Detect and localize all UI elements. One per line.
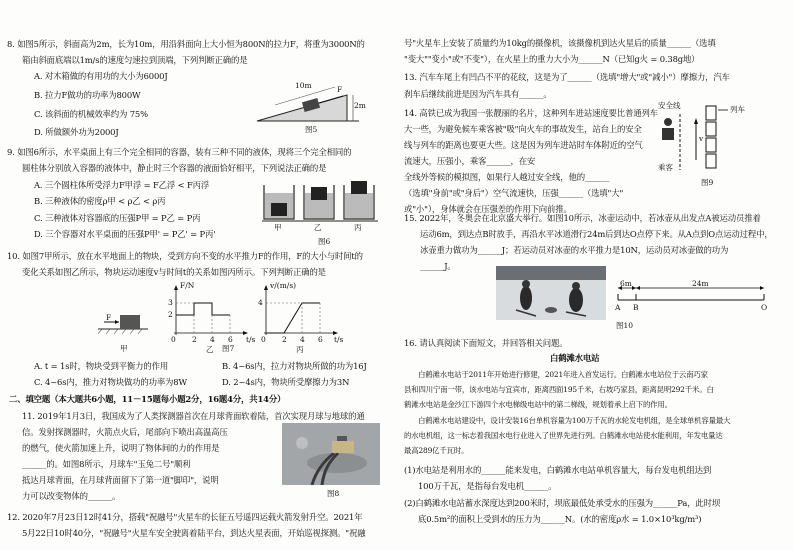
q15-line-3: 冰壶重力做功为______J；若运动员对冰壶的水平推力是10N，运动员对冰壶做的功为 xyxy=(420,245,729,255)
q8-option-d: D. 所做额外功为2000J xyxy=(34,127,119,137)
q12-line-2: 5月22日10时40分，"祝融号"火星车安全驶离着陆平台，到达火星表面，开始巡视探测。"祝融 xyxy=(22,528,366,538)
q10-stem-1: 10. 如图7甲所示，放在水平地面上的物块，受到方向不变的水平推力F的作用，F的大小与时间t的 xyxy=(7,251,363,261)
curling-photo-drawing xyxy=(496,266,606,320)
figure-9-caption: 图9 xyxy=(701,178,714,187)
track-drawing xyxy=(610,278,770,318)
q9-option-d: D. 三个容器对水平桌面的压强P甲' = P乙' = P丙' xyxy=(34,229,216,239)
graph-v-xtick-6: 6 xyxy=(318,335,323,344)
rover-photo-drawing xyxy=(282,423,380,485)
figure-5-incline xyxy=(255,73,365,125)
q16-passage-1: 白鹤滩水电站于2011年开始进行修建，2021年进入首发运行。白鹤滩水电站位于云南巧家 xyxy=(418,370,708,379)
container-label-jia: 甲 xyxy=(274,223,282,232)
figure-10-curling-photo xyxy=(496,266,606,320)
figure-6-containers xyxy=(262,175,382,237)
q10-stem-2: 变化关系如图乙所示，物块运动速度v与时间t的关系如图丙所示。下列判断正确的是 xyxy=(22,267,326,277)
q15-line-1: 15. 2022年，冬奥会在北京盛大举行。如图10所示，冰壶运动中，若冰壶从出发点A被运动员推着 xyxy=(404,213,761,223)
safety-line-label: 安全线 xyxy=(658,101,681,110)
container-label-bing: 丙 xyxy=(354,223,362,232)
q14-line-1: 14. 高铁已成为我国一张靓丽的名片，这种列车进站速度要比普通列车 xyxy=(404,108,658,118)
q12-cont-line-2: "变大""变小"或"不变"），在火星上的重力大小为______N（已知g火 = 0.38g地） xyxy=(404,54,700,64)
q9-option-b: B. 三种液体的密度ρ甲 < ρ乙 < ρ丙 xyxy=(34,196,166,206)
q14-line-3: 线与列车的距离也要更大些。这是因为列车进站时车体附近的空气 xyxy=(404,140,643,150)
q16-title: 白鹤滩水电站 xyxy=(550,353,600,363)
q8-stem-1: 8. 如图5所示，斜面高为2m，长为10m，用沿斜面向上大小恒为800N的拉力F，将重为3000N的 xyxy=(7,39,365,49)
train-label: 列车 xyxy=(730,105,745,114)
graph-v-xtick-4: 4 xyxy=(300,335,305,344)
push-force-label: F xyxy=(106,313,112,322)
q11-line-1: 11. 2019年1月3日，我国成为了人类探测器首次在月球背面软着陆，首次实现月球与地球的通 xyxy=(22,411,365,421)
point-o-label: O xyxy=(761,303,768,312)
graph-f-ytick-2: 2 xyxy=(168,310,173,319)
passenger-label: 乘客 xyxy=(658,163,673,172)
q11-line-2: 信。发射探测器时，火箭点火后，尾部向下喷出高温高压 xyxy=(22,427,228,437)
graph-f-xtick-0: 0 xyxy=(171,335,176,344)
incline-length-label: 10m xyxy=(295,81,312,90)
q12-cont-line-1: 号"火星车上安装了质量约为10kg的摄像机，该摄像机到达火星后的质量______（选填 xyxy=(404,38,716,48)
q11-line-5: 抵达月球背面，在月球背面留下了第一道"脚印"，说明 xyxy=(22,475,219,485)
figure-8-caption: 图8 xyxy=(327,489,340,498)
graph-f-ytick-3: 3 xyxy=(168,298,173,307)
q16-passage-6: 最高289亿千瓦时。 xyxy=(404,446,469,455)
q16-passage-4: 白鹤滩水电站建设中，设计安装16台单机容量为100万千瓦的水轮发电机组，是全球单机容量最大 xyxy=(418,416,731,425)
q13-line-2: 刹车后继续前进是因为汽车具有______。 xyxy=(404,89,552,99)
segment-bo-label: 24m xyxy=(692,279,709,288)
q16-intro: 16. 请认真阅读下面短文，并回答相关问题。 xyxy=(404,338,568,348)
q16-sub2-line-2: 底0.5m²的面积上受到水的压力为______N。(水的密度ρ水 = 1.0×10³kg/m³) xyxy=(418,514,702,524)
q11-line-4: ______的。如图8所示，月球车"玉兔二号"顺利 xyxy=(22,459,191,469)
q9-stem-1: 9. 如图6所示，水平桌面上有三个完全相同的容器，装有三种不同的液体，现将三个完全相同的 xyxy=(7,147,352,157)
figure-7 xyxy=(96,281,346,355)
point-b-label: B xyxy=(633,303,639,312)
graph-v-xtick-2: 2 xyxy=(282,335,287,344)
panel-label-jia: 甲 xyxy=(120,344,128,353)
q14-line-4: 流速大，压强小，乘客______，在安 xyxy=(404,156,536,166)
figure-9-platform xyxy=(658,100,780,176)
velocity-label: v xyxy=(699,134,704,143)
q14-line-5: 全线外等候的模拟图，如果行人越过安全线，他的______ xyxy=(404,172,610,182)
incline-height-label: 2m xyxy=(354,101,366,110)
graph-f-xtick-6: 6 xyxy=(228,335,233,344)
figure-6-caption: 图6 xyxy=(318,237,331,246)
graph-f-xtick-2: 2 xyxy=(192,335,197,344)
panel-label-bing: 丙 xyxy=(296,345,304,354)
q15-line-4: ______J。 xyxy=(420,261,456,271)
graph-f-xlabel: t/s xyxy=(246,335,256,344)
graph-v-xlabel: t/s xyxy=(334,335,344,344)
q9-option-a: A. 三个圆柱体所受浮力F甲浮 = F乙浮 < F丙浮 xyxy=(34,180,210,190)
figure-8-rover-photo xyxy=(282,423,380,485)
container-label-yi: 乙 xyxy=(314,223,322,232)
platform-drawing xyxy=(658,100,780,176)
figure-7-drawing xyxy=(96,281,346,355)
panel-label-yi: 乙 xyxy=(206,345,214,354)
q16-sub1-line-1: (1)水电站是利用水的______能来发电，白鹤滩水电站单机容量大，每台发电机组达到 xyxy=(404,465,712,475)
q8-stem-2: 箱由斜面底端以1m/s的速度匀速拉到顶端，下列判断正确的是 xyxy=(22,55,248,65)
figure-10-track xyxy=(610,278,770,318)
q10-option-b: B. 4~6s内，拉力对物块所做的功为16J xyxy=(222,361,367,371)
q16-sub1-line-2: 100万千瓦，是指每台发电机______。 xyxy=(418,481,557,491)
q8-option-c: C. 该斜面的机械效率约为 75% xyxy=(34,109,148,119)
figure-5-caption: 图5 xyxy=(305,125,318,134)
graph-v-ylabel: v/(m/s) xyxy=(270,281,297,290)
q9-stem-2: 圆柱体分别放入容器的液体中，静止时三个容器的液面恰好相平，下列说法正确的是 xyxy=(22,163,327,173)
q13-line-1: 13. 汽车车尾上有凹凸不平的花纹，这是为了______（选填"增大"或"减小"）摩擦力，汽车 xyxy=(404,72,730,82)
q8-option-b: B. 拉力F做功的功率为800W xyxy=(34,90,141,100)
q9-option-c: C. 三种液体对容器底的压强P甲 = P乙 = P丙 xyxy=(34,213,201,223)
incline-force-label: F xyxy=(337,85,343,94)
q12-line-1: 12. 2020年7月23日12时41分，搭载"祝融号"火星车的长征五号遥四运载火箭发射升空。2021年 xyxy=(7,512,363,522)
q11-line-3: 的燃气，使火箭加速上升，说明了物体间的力的作用是 xyxy=(22,443,220,453)
q10-option-d: D. 2~4s内，物块所受摩擦力为3N xyxy=(222,377,350,387)
q14-line-2: 大一些，为避免候车乘客被"吸"向火车的事故发生，站台上的安全 xyxy=(404,124,642,134)
graph-v-ytick-4: 4 xyxy=(258,298,263,307)
graph-v-xtick-0: 0 xyxy=(261,335,266,344)
q14-line-7: 或"小"），身体就会在压强差的作用下向前推。 xyxy=(404,204,572,214)
q16-sub2-line-1: (2)白鹤滩水电站蓄水深度达到200米时，坝底最低处承受水的压强为______Pa，此时坝 xyxy=(404,498,721,508)
q14-line-6: （选填"身前"或"身后"）空气流速快，压强______（选填"大" xyxy=(404,188,624,198)
graph-f-xtick-4: 4 xyxy=(210,335,215,344)
q16-passage-3: 鹤滩水电站是金沙江下游四个水电梯级电站中的第二梯级，规划着承上启下的作用。 xyxy=(404,400,672,409)
q10-option-c: C. 4~6s内，推力对物块做功的功率为8W xyxy=(34,377,187,387)
figure-7-caption: 图7 xyxy=(222,344,235,353)
q16-passage-5: 的水电机组，这一标志着我国水电行业进入了世界先进行列。白鹤滩水电站使水能利用，年发电量达 xyxy=(404,431,723,440)
q8-option-a: A. 对木箱做的有用功的大小为6000J xyxy=(34,71,168,81)
graph-f-ylabel: F/N xyxy=(180,281,195,290)
q16-passage-2: 县和四川宁南一带，该水电站与宜宾市，距离西面195千米，右坡巧家县，距离昆明292千米。白 xyxy=(404,385,714,394)
q10-option-a: A. t = 1s时，物块受到平衡力的作用 xyxy=(34,361,169,371)
point-a-label: A xyxy=(615,303,621,312)
right-column xyxy=(398,0,794,550)
segment-ab-label: 6m xyxy=(620,279,632,288)
figure-10-caption: 图10 xyxy=(616,321,634,330)
section-2-heading: 二、填空题（本大题共6小题，11－15题每小题2分，16题4分，共14分） xyxy=(9,394,286,404)
q15-line-2: 运动6m，到达点B时放手，再沿水平冰道滑行24m后到达O点停下来。从A点到O点运动过程中， xyxy=(420,229,773,239)
q11-line-6: 力可以改变物体的______。 xyxy=(22,491,121,501)
